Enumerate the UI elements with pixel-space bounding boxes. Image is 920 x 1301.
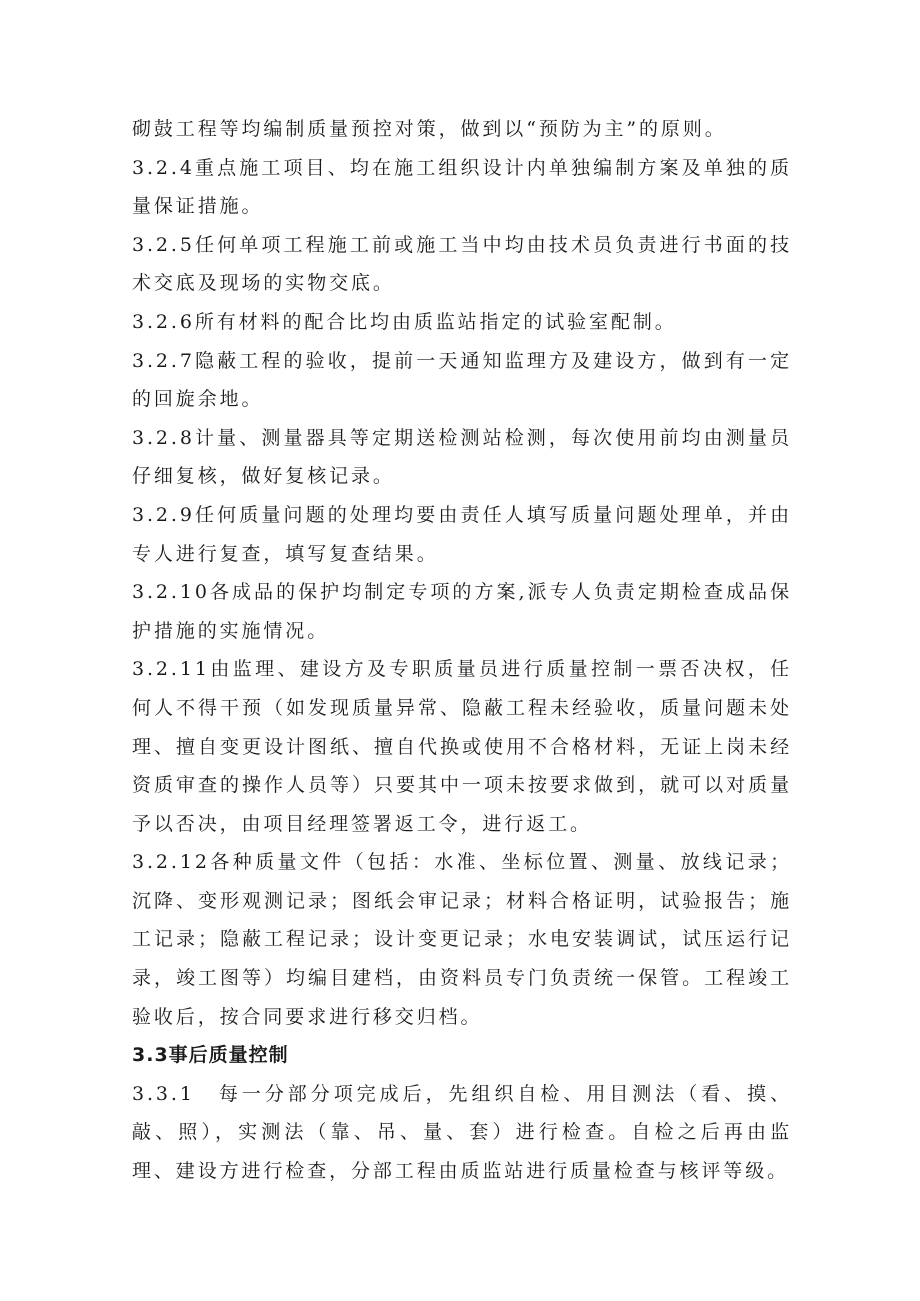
paragraph-3-2-6: 3.2.6所有材料的配合比均由质监站指定的试验室配制。	[132, 310, 677, 333]
paragraph-3-2-10: 3.2.10各成品的保护均制定专项的方案,派专人负责定期检查成品保护措施的实施情况。	[132, 581, 792, 642]
document-page	[132, 110, 792, 1191]
section-heading-3-3: 3.3事后质量控制	[132, 1044, 289, 1067]
paragraph-3-2-4: 3.2.4重点施工项目、均在施工组织设计内单独编制方案及单独的质量保证措施。	[132, 156, 792, 218]
paragraph-3-2-11: 3.2.11由监理、建设方及专职质量员进行质量控制一票否决权，任何人不得干预（如发现质量异常、隐蔽工程未经验收，质量问题未处理、擅自变更设计图纸、擅自代换或使用不合格材料，无证上岗未经资质审查的操作人员等）只要其中一项未按要求做到，就可以对质量予以否决，由项目经理签署返工令，进行返工。	[132, 658, 792, 835]
paragraph-3-3-1: 3.3.1 每一分部分项完成后，先组织自检、用目测法（看、摸、敲、照），实测法（靠、吊、量、套）进行检查。自检之后再由监理、建设方进行检查，分部工程由质监站进行质量检查与核评等级。	[132, 1082, 792, 1183]
paragraph-1: 砌鼓工程等均编制质量预控对策，做到以“预防为主”的原则。	[132, 118, 727, 140]
paragraph-3-2-12: 3.2.12各种质量文件（包括：水准、坐标位置、测量、放线记录；沉降、变形观测记录；图纸会审记录；材料合格证明，试验报告；施工记录；隐蔽工程记录；设计变更记录；水电安装调试，试压运行记录，竣工图等）均编目建档，由资料员专门负责统一保管。工程竣工验收后，按合同要求进行移交归档。	[132, 851, 792, 1028]
paragraph-3-2-7: 3.2.7隐蔽工程的验收，提前一天通知监理方及建设方，做到有一定的回旋余地。	[132, 349, 792, 411]
paragraph-3-2-5: 3.2.5任何单项工程施工前或施工当中均由技术员负责进行书面的技术交底及现场的实物交底。	[132, 233, 792, 295]
paragraph-3-2-8: 3.2.8计量、测量器具等定期送检测站检测，每次使用前均由测量员仔细复核，做好复核记录。	[132, 426, 792, 488]
paragraph-3-2-9: 3.2.9任何质量问题的处理均要由责任人填写质量问题处理单，并由专人进行复查，填写复查结果。	[132, 503, 792, 565]
